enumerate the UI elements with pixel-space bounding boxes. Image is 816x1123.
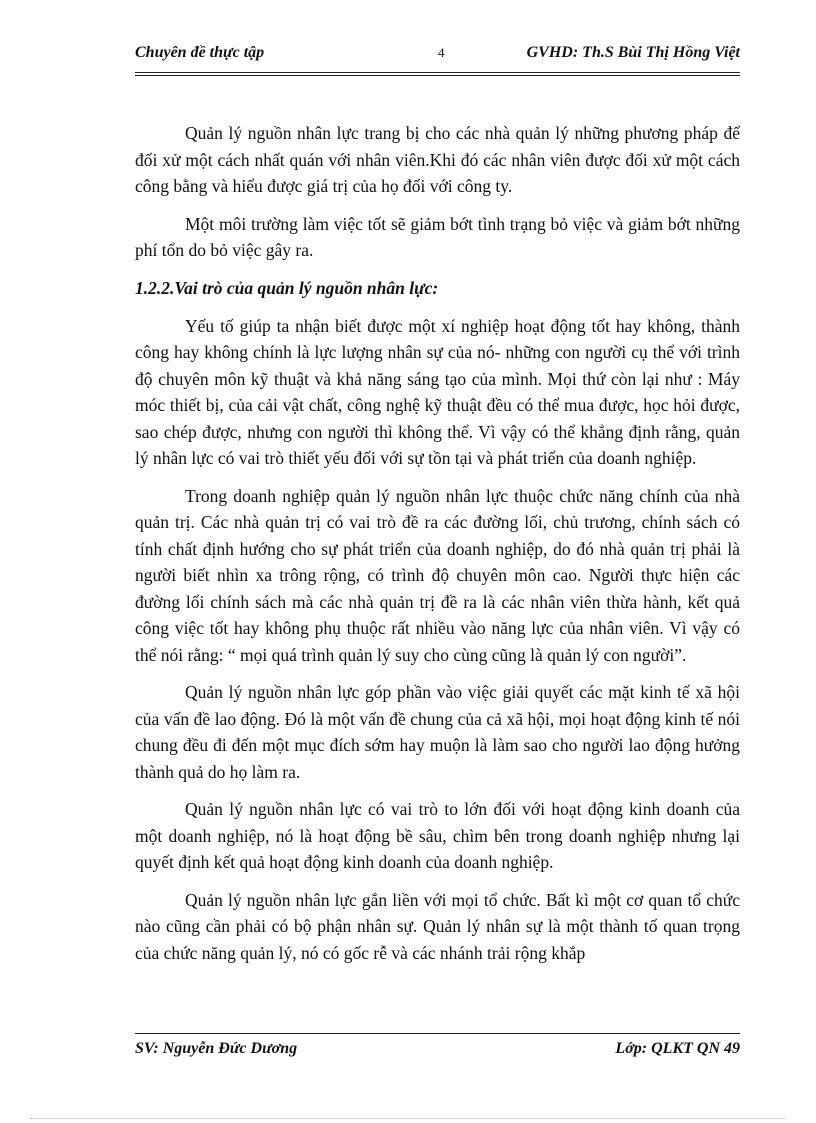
header-rule-thin: [135, 75, 740, 76]
paragraph: Quản lý nguồn nhân lực gắn liền với mọi tổ chức. Bất kì một cơ quan tổ chức nào cũng cần phải có bộ phận nhân sự. Quản lý nhân sự là một thành tố quan trọng của chức năng quản lý, nó có gốc rễ và các nhánh trải rộng khắp: [135, 889, 740, 963]
header-rule: [135, 72, 740, 73]
paragraph: Quản lý nguồn nhân lực trang bị cho các nhà quản lý những phương pháp để đối xử một cách nhất quán với nhân viên.Khi đó các nhân viên được đối xử một cách công bằng và hiểu được giá trị của họ đối với công ty.: [135, 123, 740, 196]
paragraph: Trong doanh nghiệp quản lý nguồn nhân lực thuộc chức năng chính của nhà quản trị. Các nhà quản trị có vai trò đề ra các đường lối, chủ trương, chính sách có tính chất định hướng cho sự phát triển của doanh nghiệp, do đó nhà quản trị phải là người biết nhìn xa trông rộng, có trình độ chuyên môn cao. Người thực hiện các đường lối chính sách mà các nhà quản trị đề ra là các nhân viên thừa hành, kết quả công việc tốt hay không phụ thuộc rất nhiều vào năng lực của nhân viên. Vì vậy có thể nói rằng: “ mọi quá trình quản lý suy cho cùng cũng là quản lý con người”.: [135, 485, 740, 665]
footer-rule: [135, 1033, 740, 1034]
page-header: [135, 44, 740, 68]
page-number: 4: [438, 45, 445, 60]
footer-student: SV: Nguyễn Đức Dương: [135, 1040, 298, 1057]
header-title: Chuyên đề thực tập: [135, 44, 265, 61]
header-advisor: GVHD: Th.S Bùi Thị Hồng Việt: [526, 44, 740, 61]
page-footer: [135, 1040, 740, 1064]
paragraph: Quản lý nguồn nhân lực góp phần vào việc giải quyết các mặt kinh tế xã hội của vấn đề lao động. Đó là một vấn đề chung của cả xã hội, mọi hoạt động kinh tế nói chung đều đi đến một mục đích sớm hay muộn là làm sao cho người lao động hưởng thành quả do họ làm ra.: [135, 682, 740, 782]
paragraph: Quản lý nguồn nhân lực có vai trò to lớn đối với hoạt động kinh doanh của một doanh nghiệp, nó là hoạt động bề sâu, chìm bên trong doanh nghiệp nhưng lại quyết định kết quả hoạt động kinh doanh của doanh nghiệp.: [135, 799, 740, 872]
footer-class: Lớp: QLKT QN 49: [615, 1040, 740, 1057]
page-edge-divider: [30, 1118, 786, 1119]
paragraph: Một môi trường làm việc tốt sẽ giảm bớt tình trạng bỏ việc và giảm bớt những phí tổn do bỏ việc gây ra.: [135, 213, 740, 260]
page-body: [135, 120, 740, 977]
section-heading: 1.2.2.Vai trò của quản lý nguồn nhân lực:: [135, 277, 439, 298]
paragraph: Yếu tố giúp ta nhận biết được một xí nghiệp hoạt động tốt hay không, thành công hay không chính là lực lượng nhân sự của nó- những con người cụ thể với trình độ chuyên môn kỹ thuật và khả năng sáng tạo của mình. Mọi thứ còn lại như : Máy móc thiết bị, của cải vật chất, công nghệ kỹ thuật đều có thể mua được, học hỏi được, sao chép được, nhưng con người thì không thể. Vì vậy có thể khẳng định rằng, quản lý nhân lực có vai trò thiết yếu đối với sự tồn tại và phát triển của doanh nghiệp.: [135, 315, 740, 468]
